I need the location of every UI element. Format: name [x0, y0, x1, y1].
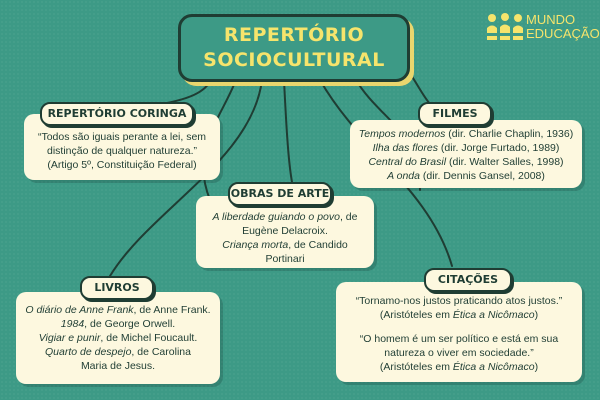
- citacoes-card: [336, 282, 582, 382]
- livro-item: Quarto de despejo, de Carolina: [45, 346, 191, 358]
- obras-card: [196, 196, 374, 268]
- livro-item: 1984, de George Orwell.: [60, 318, 176, 330]
- citacao-line: “O homem é um ser político e está em sua: [359, 333, 559, 345]
- citacao-line: “Tornamo-nos justos praticando atos justos.”: [355, 295, 563, 307]
- quote-spacer: [336, 322, 582, 332]
- obra-item: Eugène Delacroix.: [242, 225, 328, 237]
- people-logo-icon: [486, 12, 524, 42]
- coringa-line: (Artigo 5º, Constituição Federal): [47, 159, 197, 171]
- citacoes-label: CITAÇÕES: [424, 268, 512, 292]
- livro-item: O diário de Anne Frank, de Anne Frank.: [25, 304, 211, 316]
- title-line-2: SOCIOCULTURAL: [203, 49, 385, 71]
- filme-item: Central do Brasil (dir. Walter Salles, 1998): [368, 156, 564, 168]
- brand-logo: [486, 12, 600, 42]
- coringa-label: REPERTÓRIO CORINGA: [40, 102, 194, 126]
- logo-text: [526, 13, 600, 41]
- logo-line-1: MUNDO: [526, 12, 576, 27]
- citacao-line: natureza o viver em sociedade.”: [384, 347, 534, 359]
- filme-item: Tempos modernos (dir. Charlie Chaplin, 1936): [358, 128, 574, 140]
- filmes-label: FILMES: [418, 102, 492, 126]
- connector-obras: [284, 80, 292, 182]
- obra-item: A liberdade guiando o povo, de: [212, 211, 358, 223]
- obra-item: Criança morta, de Candido: [222, 239, 348, 251]
- obras-label: OBRAS DE ARTE: [228, 182, 332, 206]
- title-line-1: REPERTÓRIO: [223, 24, 365, 46]
- livros-label: LIVROS: [80, 276, 154, 300]
- citacao-source: (Aristóteles em Ética a Nicômaco): [379, 361, 539, 373]
- title-box: [178, 14, 410, 82]
- coringa-line: “Todos são iguais perante a lei, sem: [37, 131, 207, 143]
- filme-item: Ilha das flores (dir. Jorge Furtado, 1989): [372, 142, 560, 154]
- citacao-source: (Aristóteles em Ética a Nicômaco): [379, 309, 539, 321]
- coringa-line: distinção de qualquer natureza.”: [46, 145, 197, 157]
- filmes-card: [350, 120, 582, 188]
- livro-item: Maria de Jesus.: [80, 360, 156, 372]
- obra-item: Portinari: [265, 253, 305, 265]
- logo-line-2: EDUCAÇÃO: [526, 26, 600, 41]
- livros-card: [16, 292, 220, 384]
- filme-item: A onda (dir. Dennis Gansel, 2008): [387, 170, 545, 182]
- livro-item: Vigiar e punir, de Michel Foucault.: [38, 332, 198, 344]
